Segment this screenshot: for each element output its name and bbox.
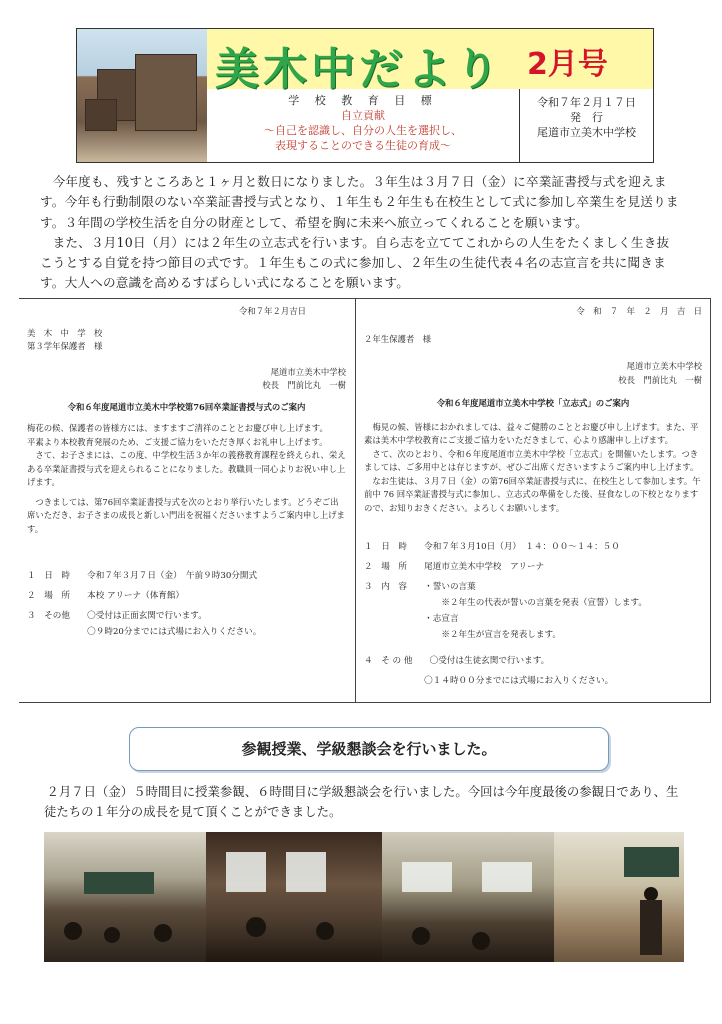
invitation-letters [19, 298, 711, 703]
letter-body-3: さて、お子さまには、この度、中学校生活３か年の義務教育課程を終えられ、栄えある卒業証書授与式を迎えられることになりました。教職員一同心よりお祝い申し上げます。 [27, 450, 346, 487]
detail-datetime: １ 日 時 令和７年３月10日（月） １４：００～１４：５０ [364, 542, 620, 552]
goal-line-1: ～自己を認識し、自分の人生を選択し、 [264, 124, 462, 137]
letter-body-3: なお生徒は、３月７日（金）の第76回卒業証書授与式に、在校生として参加します。午前中 76 回卒業証書授与式に参加し、立志式の準備をした後、昼食なしの下校となりますので、お知りおきください。よろしくお願いします。 [364, 475, 701, 513]
classroom-photo-1 [44, 832, 206, 962]
section-text: ２月７日（金）５時間目に授業参観、６時間目に学級懇談会を行いました。今回は今年度最後の参観日であり、生徒たちの１年分の成長を見て頂くことができました。 [44, 784, 679, 819]
letter-body-1: 梅花の候、保護者の皆様方には、ますますご清祥のこととお慶び申し上げます。 [27, 423, 328, 433]
classroom-photo-3 [382, 832, 554, 962]
letter-sender-school: 尾道市立美木中学校 [270, 366, 346, 377]
detail-content-2: ・志宣言 [364, 614, 459, 624]
letter-sender-school: 尾道市立美木中学校 [626, 361, 702, 371]
detail-place: ２ 場 所 尾道市立美木中学校 アリーナ [364, 562, 545, 572]
intro-text [40, 172, 680, 294]
section-title: 参観授業、学級懇談会を行いました。 [129, 727, 609, 771]
letter-body-2: さて、次のとおり、令和６年度尾道市立美木中学校「立志式」を開催いたします。つきましては、ご多用中とは存じますが、ぜひご出席くださいますようご案内申し上げます。 [364, 448, 699, 472]
letter-body-1: 梅見の候、皆様におかれましては、益々ご健勝のこととお慶び申し上げます。また、平素は美木中学校教育にご支援ご協力をいただきまして、心より感謝申し上げます。 [364, 421, 699, 445]
detail-other-2: 〇１４時００分までには式場にお入りください。 [364, 676, 614, 686]
intro-paragraph-2: また、３月10日（月）には２年生の立志式を行います。自ら志を立ててこれからの人生をたくましく生き抜こうとする自覚を持つ節目の式です。１年生もこの式に参加し、２年生の生徒代表４名の志宣言を共に聞きます。大人への意識を高めるすばらしい式になることを願います。 [40, 234, 670, 291]
school-building-photo [77, 29, 207, 162]
issue-label: 発 行 [570, 111, 603, 124]
detail-other-2: 〇９時20分までには式場にお入りください。 [27, 627, 262, 637]
letter-recipient: ２年生保護者 様 [364, 333, 431, 344]
letter-date: 令 和 ７ 年 ２ 月 吉 日 [576, 306, 702, 316]
detail-datetime: １ 日 時 令和７年３月７日（金） 午前９時30分開式 [27, 571, 258, 581]
detail-content-2-note: ※２年生が宣言を発表します。 [364, 630, 561, 640]
class-visit-photos [44, 832, 684, 962]
goal-line-2: 表現することのできる生徒の育成～ [275, 139, 451, 152]
letter-body-4: つきましては、第76回卒業証書授与式を次のとおり挙行いたします。どうぞご出席いただき、お子さまの成長と新しい門出を祝福くださいますようご案内申し上げます。 [27, 496, 345, 534]
letter-details [27, 566, 346, 642]
letter-sender: 校長 門前比丸 一樹 [262, 380, 346, 390]
newsletter-title: 美木中だより [215, 44, 503, 95]
letter-date: 令和７年２月吉日 [239, 306, 306, 316]
detail-place: ２ 場 所 本校 アリーナ（体育館） [27, 591, 185, 601]
issuer-name: 尾道市立美木中学校 [537, 126, 636, 139]
letter-sender: 校長 門前比丸 一樹 [618, 374, 702, 385]
goal-heading: 学 校 教 育 目 標 [288, 94, 438, 107]
detail-other: ３ その他 〇受付は正面玄関で行います。 [27, 611, 207, 621]
section-report [44, 782, 684, 822]
letter-title: 令和６年度尾道市立美木中学校「立志式」のご案内 [436, 398, 630, 408]
detail-other: ４ そ の 他 〇受付は生徒玄関で行います。 [364, 656, 550, 666]
newsletter-header [76, 28, 654, 163]
letter-recipient-school: 美 木 中 学 校 [27, 327, 103, 338]
classroom-photo-2 [206, 832, 382, 962]
goal-main: 自立貢献 [341, 109, 385, 122]
issue-date: 令和７年２月１７日 [537, 96, 636, 109]
letter-title: 令和６年度尾道市立美木中学校第76回卒業証書授与式のご案内 [67, 401, 306, 412]
detail-content-note: ※２年生の代表が誓いの言葉を発表（宣誓）します。 [364, 598, 647, 608]
intro-paragraph-1: 今年度も、残すところあと１ヶ月と数日になりました。３年生は３月７日（金）に卒業証書授与式を迎えます。今年も行動制限のない卒業証書授与式となり、１年生も２年生も在校生として式に参加し卒業生を見送ります。３年間の学校生活を自分の財産として、希望を胸に未来へ旅立ってくれることを願います。 [40, 174, 679, 230]
issue-month: 2月号 [527, 47, 608, 82]
school-goal [207, 89, 519, 162]
letter-body-2: 平素より本校教育発展のため、ご支援ご協力をいただき厚くお礼申し上げます。 [27, 436, 328, 447]
letter-recipient: 第３学年保護者 様 [27, 341, 103, 351]
detail-content: ３ 内 容 ・誓いの言葉 [364, 582, 476, 592]
graduation-invitation [19, 299, 354, 702]
issue-info [519, 89, 653, 162]
classroom-photo-4 [554, 832, 684, 962]
risshi-ceremony-invitation [355, 299, 711, 702]
letter-details [364, 537, 702, 691]
